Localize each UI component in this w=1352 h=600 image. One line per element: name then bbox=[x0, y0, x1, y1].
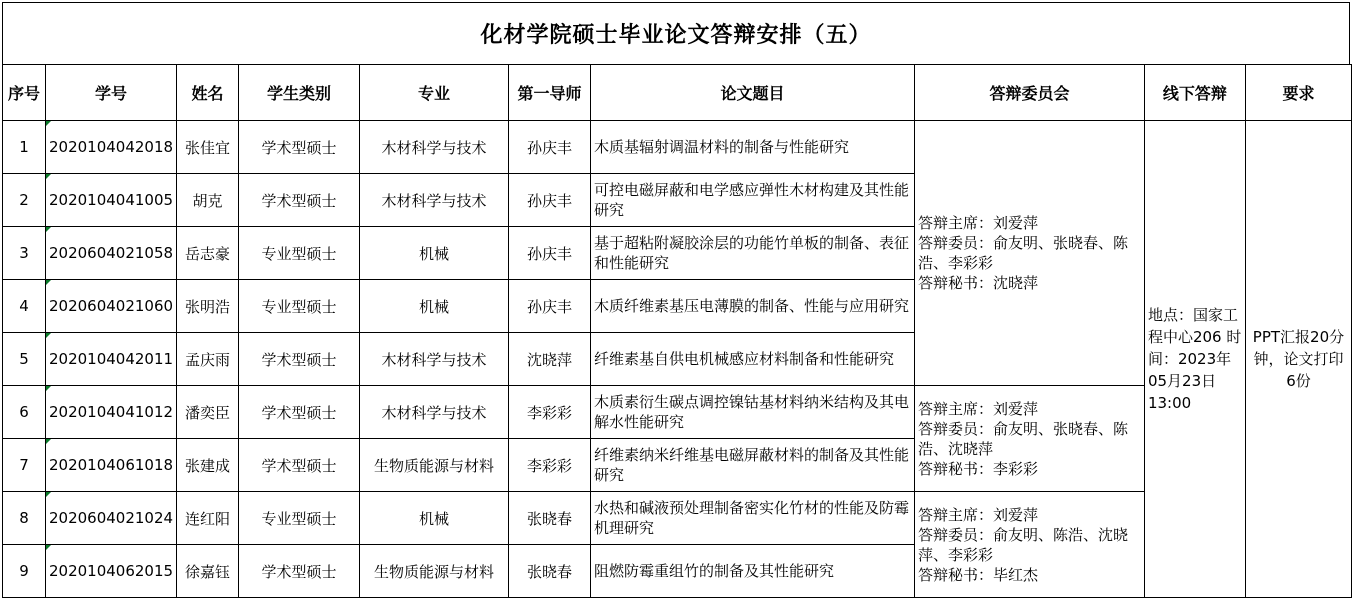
cell-student-id[interactable]: 2020104042011 bbox=[45, 333, 176, 386]
cell-student-id[interactable]: 2020604021024 bbox=[45, 492, 176, 545]
header-seq: 序号 bbox=[3, 65, 46, 121]
defense-schedule-table bbox=[2, 64, 1352, 598]
cell-student-id[interactable]: 2020104041012 bbox=[45, 386, 176, 439]
number-as-text-indicator-icon bbox=[46, 227, 51, 232]
number-as-text-indicator-icon bbox=[46, 174, 51, 179]
cell-committee[interactable] bbox=[914, 121, 1144, 386]
cell-seq[interactable]: 8 bbox=[3, 492, 46, 545]
cell-seq[interactable]: 1 bbox=[3, 121, 46, 174]
page-title: 化材学院硕士毕业论文答辩安排（五） bbox=[2, 2, 1350, 65]
header-committee: 答辩委员会 bbox=[914, 65, 1144, 121]
committee-members: 答辩委员：俞友明、陈浩、沈晓萍、李彩彩 bbox=[917, 525, 1128, 564]
cell-student-type[interactable]: 专业型硕士 bbox=[239, 492, 360, 545]
cell-major[interactable]: 木材科学与技术 bbox=[360, 174, 509, 227]
committee-secretary: 答辩秘书：李彩彩 bbox=[917, 459, 1038, 478]
cell-major[interactable]: 机械 bbox=[360, 492, 509, 545]
cell-committee[interactable] bbox=[914, 492, 1144, 598]
cell-student-type[interactable]: 专业型硕士 bbox=[239, 227, 360, 280]
committee-chair: 答辩主席：刘爱萍 bbox=[917, 399, 1038, 418]
committee-members: 答辩委员：俞友明、张晓春、陈浩、李彩彩 bbox=[917, 234, 1128, 272]
cell-name[interactable]: 潘奕臣 bbox=[177, 386, 239, 439]
cell-major[interactable]: 生物质能源与材料 bbox=[360, 545, 509, 598]
cell-advisor[interactable]: 张晓春 bbox=[509, 545, 591, 598]
cell-name[interactable]: 张佳宜 bbox=[177, 121, 239, 174]
cell-thesis-title[interactable]: 木质纤维素基压电薄膜的制备、性能与应用研究 bbox=[591, 280, 915, 333]
committee-secretary: 答辩秘书：毕红杰 bbox=[917, 565, 1038, 584]
number-as-text-indicator-icon bbox=[46, 121, 51, 126]
cell-seq[interactable]: 3 bbox=[3, 227, 46, 280]
cell-name[interactable]: 徐嘉钰 bbox=[177, 545, 239, 598]
table-row bbox=[3, 121, 1352, 174]
header-thesis-title: 论文题目 bbox=[591, 65, 915, 121]
cell-advisor[interactable]: 孙庆丰 bbox=[509, 174, 591, 227]
cell-major[interactable]: 木材科学与技术 bbox=[360, 121, 509, 174]
cell-name[interactable]: 孟庆雨 bbox=[177, 333, 239, 386]
number-as-text-indicator-icon bbox=[46, 439, 51, 444]
committee-members: 答辩委员：俞友明、张晓春、陈浩、沈晓萍 bbox=[917, 419, 1128, 458]
number-as-text-indicator-icon bbox=[46, 386, 51, 391]
cell-student-id[interactable]: 2020604021058 bbox=[45, 227, 176, 280]
cell-seq[interactable]: 9 bbox=[3, 545, 46, 598]
cell-student-type[interactable]: 学术型硕士 bbox=[239, 386, 360, 439]
header-offline-defense: 线下答辩 bbox=[1144, 65, 1245, 121]
cell-major[interactable]: 木材科学与技术 bbox=[360, 333, 509, 386]
cell-thesis-title[interactable]: 水热和碱液预处理制备密实化竹材的性能及防霉机理研究 bbox=[591, 492, 915, 545]
cell-seq[interactable]: 7 bbox=[3, 439, 46, 492]
cell-advisor[interactable]: 孙庆丰 bbox=[509, 121, 591, 174]
cell-advisor[interactable]: 张晓春 bbox=[509, 492, 591, 545]
cell-student-id[interactable]: 2020104041005 bbox=[45, 174, 176, 227]
cell-thesis-title[interactable]: 纤维素纳米纤维基电磁屏蔽材料的制备及其性能研究 bbox=[591, 439, 915, 492]
number-as-text-indicator-icon bbox=[46, 333, 51, 338]
cell-thesis-title[interactable]: 可控电磁屏蔽和电学感应弹性木材构建及其性能研究 bbox=[591, 174, 915, 227]
cell-seq[interactable]: 2 bbox=[3, 174, 46, 227]
cell-offline-defense[interactable]: 地点：国家工程中心206 时间：2023年05月23日 13:00 bbox=[1144, 121, 1245, 598]
cell-student-id[interactable]: 2020104042018 bbox=[45, 121, 176, 174]
cell-thesis-title[interactable]: 木质素衍生碳点调控镍钴基材料纳米结构及其电解水性能研究 bbox=[591, 386, 915, 439]
cell-advisor[interactable]: 李彩彩 bbox=[509, 439, 591, 492]
header-major: 专业 bbox=[360, 65, 509, 121]
cell-name[interactable]: 岳志豪 bbox=[177, 227, 239, 280]
committee-chair: 答辩主席：刘爱萍 bbox=[917, 505, 1038, 524]
cell-thesis-title[interactable]: 纤维素基自供电机械感应材料制备和性能研究 bbox=[591, 333, 915, 386]
cell-requirement[interactable]: PPT汇报20分钟，论文打印6份 bbox=[1245, 121, 1351, 598]
cell-major[interactable]: 木材科学与技术 bbox=[360, 386, 509, 439]
cell-seq[interactable]: 4 bbox=[3, 280, 46, 333]
cell-thesis-title[interactable]: 基于超粘附凝胶涂层的功能竹单板的制备、表征和性能研究 bbox=[591, 227, 915, 280]
cell-student-type[interactable]: 学术型硕士 bbox=[239, 439, 360, 492]
number-as-text-indicator-icon bbox=[46, 280, 51, 285]
cell-name[interactable]: 张明浩 bbox=[177, 280, 239, 333]
cell-advisor[interactable]: 孙庆丰 bbox=[509, 280, 591, 333]
cell-student-id[interactable]: 2020604021060 bbox=[45, 280, 176, 333]
cell-student-id[interactable]: 2020104061018 bbox=[45, 439, 176, 492]
cell-thesis-title[interactable]: 木质基辐射调温材料的制备与性能研究 bbox=[591, 121, 915, 174]
header-student-type: 学生类别 bbox=[239, 65, 360, 121]
cell-thesis-title[interactable]: 阻燃防霉重组竹的制备及其性能研究 bbox=[591, 545, 915, 598]
cell-student-type[interactable]: 专业型硕士 bbox=[239, 280, 360, 333]
cell-student-type[interactable]: 学术型硕士 bbox=[239, 545, 360, 598]
cell-major[interactable]: 生物质能源与材料 bbox=[360, 439, 509, 492]
cell-major[interactable]: 机械 bbox=[360, 227, 509, 280]
cell-name[interactable]: 胡克 bbox=[177, 174, 239, 227]
cell-name[interactable]: 连红阳 bbox=[177, 492, 239, 545]
header-row bbox=[3, 65, 1352, 121]
committee-secretary: 答辩秘书：沈晓萍 bbox=[917, 274, 1038, 292]
cell-student-type[interactable]: 学术型硕士 bbox=[239, 174, 360, 227]
cell-advisor[interactable]: 孙庆丰 bbox=[509, 227, 591, 280]
committee-chair: 答辩主席：刘爱萍 bbox=[917, 214, 1038, 232]
cell-student-id[interactable]: 2020104062015 bbox=[45, 545, 176, 598]
number-as-text-indicator-icon bbox=[46, 545, 51, 550]
cell-committee[interactable] bbox=[914, 386, 1144, 492]
header-advisor: 第一导师 bbox=[509, 65, 591, 121]
header-requirement: 要求 bbox=[1245, 65, 1351, 121]
cell-name[interactable]: 张建成 bbox=[177, 439, 239, 492]
header-name: 姓名 bbox=[177, 65, 239, 121]
cell-advisor[interactable]: 李彩彩 bbox=[509, 386, 591, 439]
number-as-text-indicator-icon bbox=[46, 492, 51, 497]
header-student-id: 学号 bbox=[45, 65, 176, 121]
cell-seq[interactable]: 6 bbox=[3, 386, 46, 439]
cell-student-type[interactable]: 学术型硕士 bbox=[239, 121, 360, 174]
cell-student-type[interactable]: 学术型硕士 bbox=[239, 333, 360, 386]
cell-seq[interactable]: 5 bbox=[3, 333, 46, 386]
cell-major[interactable]: 机械 bbox=[360, 280, 509, 333]
cell-advisor[interactable]: 沈晓萍 bbox=[509, 333, 591, 386]
